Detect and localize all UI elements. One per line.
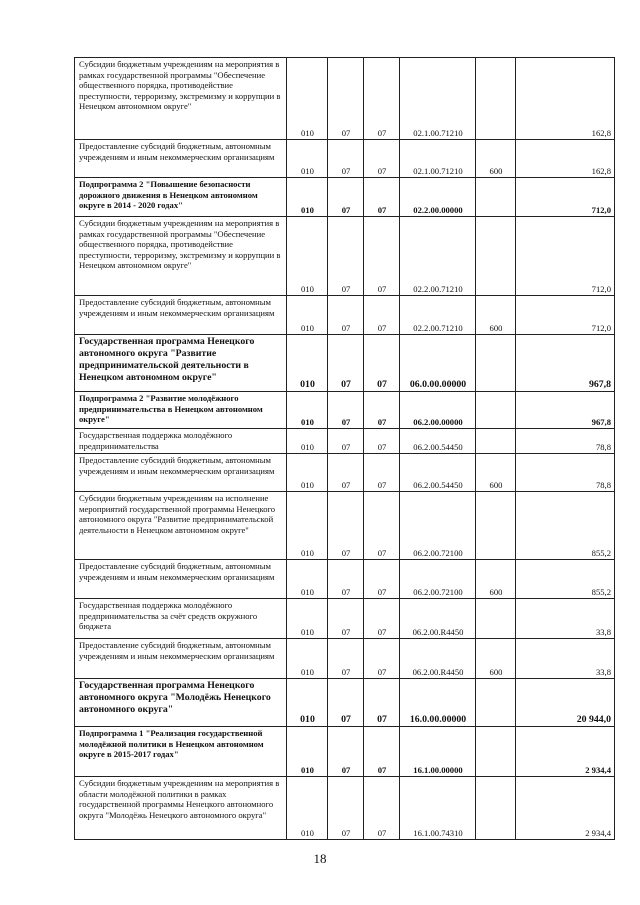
amount: 967,8 bbox=[516, 335, 615, 392]
subsection-code: 07 bbox=[364, 296, 400, 335]
expense-type bbox=[476, 777, 516, 840]
amount: 162,8 bbox=[516, 140, 615, 178]
section-code: 07 bbox=[328, 335, 364, 392]
table-row bbox=[75, 296, 615, 335]
table-row bbox=[75, 492, 615, 560]
section-code: 07 bbox=[328, 429, 364, 454]
subsection-code: 07 bbox=[364, 599, 400, 639]
section-code: 07 bbox=[328, 454, 364, 492]
table-row bbox=[75, 679, 615, 727]
subsection-code: 07 bbox=[364, 178, 400, 217]
subsection-code: 07 bbox=[364, 58, 400, 140]
target-article: 06.2.00.54450 bbox=[400, 454, 476, 492]
subsection-code: 07 bbox=[364, 217, 400, 296]
section-code: 07 bbox=[328, 560, 364, 599]
row-name: Субсидии бюджетным учреждениям на мероприятия в области молодёжной политики в рамках государственной программы Ненецкого автономного округа "Молодёжь Ненецкого автономного округа" bbox=[75, 777, 287, 840]
table-row bbox=[75, 560, 615, 599]
table-row bbox=[75, 454, 615, 492]
target-article: 02.2.00.71210 bbox=[400, 217, 476, 296]
target-article: 16.1.00.00000 bbox=[400, 727, 476, 777]
amount: 162,8 bbox=[516, 58, 615, 140]
expense-type: 600 bbox=[476, 454, 516, 492]
subsection-code: 07 bbox=[364, 492, 400, 560]
target-article: 16.1.00.74310 bbox=[400, 777, 476, 840]
subsection-code: 07 bbox=[364, 639, 400, 679]
expense-type bbox=[476, 178, 516, 217]
target-article: 06.2.00.72100 bbox=[400, 492, 476, 560]
expense-type: 600 bbox=[476, 560, 516, 599]
target-article: 02.2.00.00000 bbox=[400, 178, 476, 217]
ministry-code: 010 bbox=[287, 599, 328, 639]
ministry-code: 010 bbox=[287, 392, 328, 429]
section-code: 07 bbox=[328, 296, 364, 335]
amount: 20 944,0 bbox=[516, 679, 615, 727]
expense-type bbox=[476, 335, 516, 392]
expense-type bbox=[476, 58, 516, 140]
section-code: 07 bbox=[328, 392, 364, 429]
target-article: 06.2.00.54450 bbox=[400, 429, 476, 454]
row-name: Предоставление субсидий бюджетным, автономным учреждениям и иным некоммерческим организациям bbox=[75, 140, 287, 178]
ministry-code: 010 bbox=[287, 639, 328, 679]
ministry-code: 010 bbox=[287, 217, 328, 296]
section-code: 07 bbox=[328, 140, 364, 178]
amount: 967,8 bbox=[516, 392, 615, 429]
table-row bbox=[75, 599, 615, 639]
row-name: Предоставление субсидий бюджетным, автономным учреждениям и иным некоммерческим организациям bbox=[75, 454, 287, 492]
row-name: Субсидии бюджетным учреждениям на мероприятия в рамках государственной программы "Обеспечение общественного порядка, противодействие преступности, терроризму, экстремизму и коррупции в Ненецком автономном округе" bbox=[75, 217, 287, 296]
target-article: 16.0.00.00000 bbox=[400, 679, 476, 727]
subsection-code: 07 bbox=[364, 777, 400, 840]
subsection-code: 07 bbox=[364, 727, 400, 777]
row-name: Предоставление субсидий бюджетным, автономным учреждениям и иным некоммерческим организациям bbox=[75, 639, 287, 679]
ministry-code: 010 bbox=[287, 429, 328, 454]
table-row bbox=[75, 639, 615, 679]
row-name: Предоставление субсидий бюджетным, автономным учреждениям и иным некоммерческим организациям bbox=[75, 296, 287, 335]
table-row bbox=[75, 392, 615, 429]
expense-type bbox=[476, 429, 516, 454]
ministry-code: 010 bbox=[287, 335, 328, 392]
section-code: 07 bbox=[328, 727, 364, 777]
amount: 855,2 bbox=[516, 492, 615, 560]
target-article: 02.2.00.71210 bbox=[400, 296, 476, 335]
subsection-code: 07 bbox=[364, 392, 400, 429]
amount: 712,0 bbox=[516, 178, 615, 217]
target-article: 02.1.00.71210 bbox=[400, 58, 476, 140]
table-row bbox=[75, 727, 615, 777]
budget-table bbox=[74, 57, 615, 840]
subsection-code: 07 bbox=[364, 560, 400, 599]
row-name: Государственная программа Ненецкого автономного округа "Развитие предпринимательской деятельности в Ненецком автономном округе" bbox=[75, 335, 287, 392]
target-article: 06.2.00.00000 bbox=[400, 392, 476, 429]
expense-type: 600 bbox=[476, 639, 516, 679]
ministry-code: 010 bbox=[287, 140, 328, 178]
expense-type bbox=[476, 492, 516, 560]
table-row bbox=[75, 429, 615, 454]
row-name: Субсидии бюджетным учреждениям на мероприятия в рамках государственной программы "Обеспечение общественного порядка, противодействие преступности, терроризму, экстремизму и коррупции в Ненецком автономном округе" bbox=[75, 58, 287, 140]
amount: 78,8 bbox=[516, 429, 615, 454]
amount: 712,0 bbox=[516, 217, 615, 296]
amount: 855,2 bbox=[516, 560, 615, 599]
ministry-code: 010 bbox=[287, 178, 328, 217]
row-name: Субсидии бюджетным учреждениям на исполнение мероприятий государственной программы Ненецкого автономного округа "Развитие предпринимательской деятельности в Ненецком автономном округе" bbox=[75, 492, 287, 560]
expense-type bbox=[476, 599, 516, 639]
amount: 2 934,4 bbox=[516, 727, 615, 777]
row-name: Подпрограмма 1 "Реализация государственной молодёжной политики в Ненецком автономном округе в 2015-2017 годах" bbox=[75, 727, 287, 777]
subsection-code: 07 bbox=[364, 429, 400, 454]
ministry-code: 010 bbox=[287, 454, 328, 492]
table-row bbox=[75, 335, 615, 392]
ministry-code: 010 bbox=[287, 727, 328, 777]
row-name: Подпрограмма 2 "Развитие молодёжного предпринимательства в Ненецком автономном округе" bbox=[75, 392, 287, 429]
ministry-code: 010 bbox=[287, 296, 328, 335]
ministry-code: 010 bbox=[287, 679, 328, 727]
section-code: 07 bbox=[328, 58, 364, 140]
amount: 33,8 bbox=[516, 639, 615, 679]
table-row bbox=[75, 217, 615, 296]
expense-type: 600 bbox=[476, 140, 516, 178]
table-row bbox=[75, 58, 615, 140]
ministry-code: 010 bbox=[287, 58, 328, 140]
row-name: Государственная поддержка молодёжного предпринимательства за счёт средств окружного бюджета bbox=[75, 599, 287, 639]
ministry-code: 010 bbox=[287, 777, 328, 840]
section-code: 07 bbox=[328, 639, 364, 679]
expense-type bbox=[476, 217, 516, 296]
target-article: 06.0.00.00000 bbox=[400, 335, 476, 392]
expense-type bbox=[476, 679, 516, 727]
expense-type bbox=[476, 392, 516, 429]
table-row bbox=[75, 777, 615, 840]
section-code: 07 bbox=[328, 178, 364, 217]
ministry-code: 010 bbox=[287, 560, 328, 599]
row-name: Подпрограмма 2 "Повышение безопасности дорожного движения в Ненецком автономном округе в 2014 - 2020 годах" bbox=[75, 178, 287, 217]
target-article: 02.1.00.71210 bbox=[400, 140, 476, 178]
subsection-code: 07 bbox=[364, 140, 400, 178]
page-number: 18 bbox=[313, 851, 327, 866]
target-article: 06.2.00.72100 bbox=[400, 560, 476, 599]
row-name: Государственная программа Ненецкого автономного округа "Молодёжь Ненецкого автономного округа" bbox=[75, 679, 287, 727]
target-article: 06.2.00.R4450 bbox=[400, 599, 476, 639]
subsection-code: 07 bbox=[364, 454, 400, 492]
amount: 712,0 bbox=[516, 296, 615, 335]
ministry-code: 010 bbox=[287, 492, 328, 560]
expense-type bbox=[476, 727, 516, 777]
table-row bbox=[75, 140, 615, 178]
amount: 2 934,4 bbox=[516, 777, 615, 840]
row-name: Государственная поддержка молодёжного предпринимательства bbox=[75, 429, 287, 454]
amount: 78,8 bbox=[516, 454, 615, 492]
section-code: 07 bbox=[328, 777, 364, 840]
subsection-code: 07 bbox=[364, 335, 400, 392]
expense-type: 600 bbox=[476, 296, 516, 335]
section-code: 07 bbox=[328, 599, 364, 639]
section-code: 07 bbox=[328, 217, 364, 296]
amount: 33,8 bbox=[516, 599, 615, 639]
target-article: 06.2.00.R4450 bbox=[400, 639, 476, 679]
section-code: 07 bbox=[328, 492, 364, 560]
table-row bbox=[75, 178, 615, 217]
row-name: Предоставление субсидий бюджетным, автономным учреждениям и иным некоммерческим организациям bbox=[75, 560, 287, 599]
section-code: 07 bbox=[328, 679, 364, 727]
subsection-code: 07 bbox=[364, 679, 400, 727]
